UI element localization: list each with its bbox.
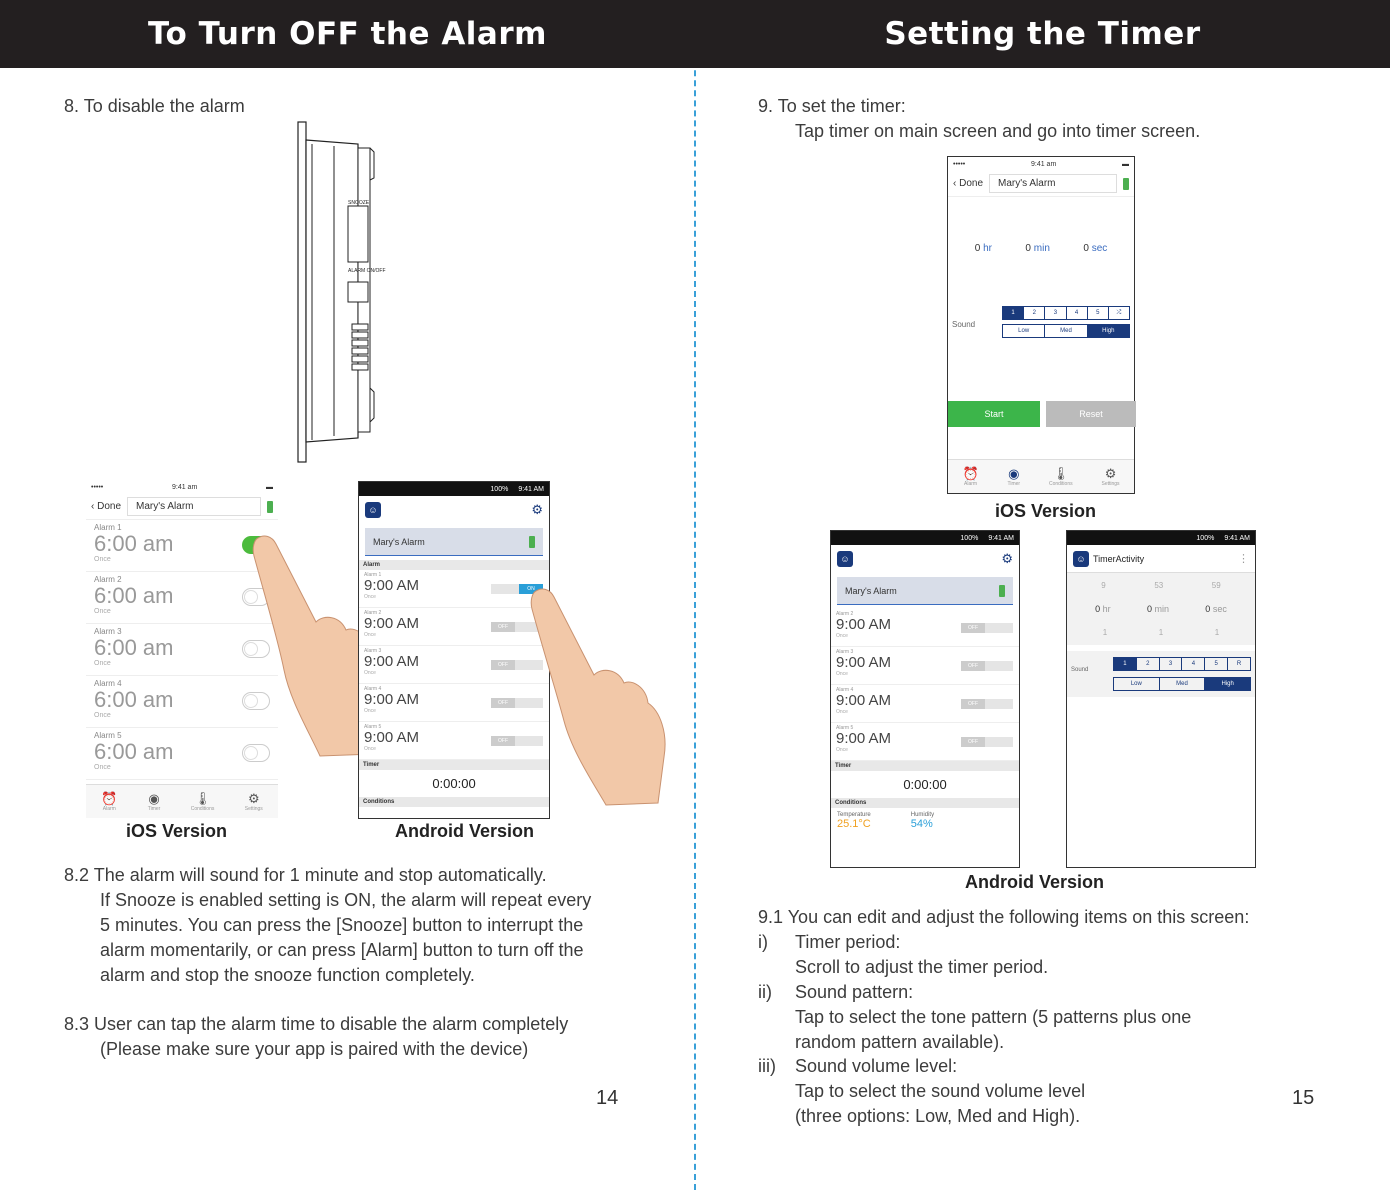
pattern-option[interactable]: 4	[1182, 658, 1205, 670]
sound-label: Sound	[1071, 667, 1089, 673]
overflow-menu-icon[interactable]: ⋮	[1238, 553, 1249, 565]
app-logo-icon: ☺	[365, 502, 381, 518]
alarm-label: Alarm 5	[836, 725, 854, 731]
alarm-label: Alarm 2	[364, 610, 382, 616]
section-timer: Timer	[359, 760, 549, 770]
device-battery-icon	[1123, 178, 1129, 190]
page-title-left: To Turn OFF the Alarm	[148, 16, 547, 52]
alarm-name-field[interactable]: Mary's Alarm	[989, 174, 1117, 193]
timer-icon: ◉	[1008, 465, 1020, 481]
battery-icon: ▬	[1122, 160, 1129, 168]
para-8-2-line5: alarm and stop the snooze function completely.	[100, 965, 475, 985]
alarm-time[interactable]: 9:00 AM	[364, 729, 420, 746]
timer-icon: ◉	[148, 790, 160, 806]
alarm-switch[interactable]	[961, 623, 1013, 633]
thermometer-icon: 🌡	[1052, 465, 1070, 481]
signal-icon: •••••	[953, 160, 966, 168]
item-2-desc-2: random pattern available).	[795, 1032, 1005, 1052]
picker-below: 1	[1102, 628, 1108, 637]
alarm-row[interactable]	[359, 570, 549, 608]
tab-label: Conditions	[190, 805, 215, 812]
app-bar	[359, 496, 549, 524]
switch-label: OFF	[491, 660, 515, 670]
nav-bar	[948, 171, 1134, 197]
alarm-label: Alarm 3	[836, 649, 854, 655]
pattern-option[interactable]: 2	[1024, 307, 1045, 319]
pattern-option[interactable]: 4	[1067, 307, 1088, 319]
tab-label: Timer	[1007, 480, 1021, 487]
status-bar	[86, 480, 278, 494]
status-time: 9:41 AM	[988, 534, 1014, 542]
volume-option[interactable]: High	[1205, 678, 1250, 690]
android-caption-right: Android Version	[965, 872, 1105, 892]
item-3-title: Sound volume level:	[795, 1056, 958, 1076]
hours-unit: hr	[1102, 604, 1111, 614]
hours-unit: hr	[983, 243, 992, 254]
para-8-2-line3: 5 minutes. You can press the [Snooze] button to interrupt the	[100, 915, 584, 935]
status-battery: 100%	[960, 534, 979, 542]
header-right	[695, 0, 1390, 68]
switch-label: OFF	[491, 622, 515, 632]
volume-option[interactable]: Med	[1045, 325, 1087, 337]
sound-controls	[1067, 651, 1255, 697]
tab-label: Timer	[147, 805, 161, 812]
seconds-unit: sec	[1212, 604, 1227, 614]
humidity-value: 54%	[910, 818, 933, 830]
alarm-time[interactable]: 6:00 am	[94, 583, 174, 608]
alarm-name-field[interactable]	[837, 577, 1013, 605]
done-label: Done	[959, 178, 984, 189]
alarm-row[interactable]	[359, 646, 549, 684]
alarm-time[interactable]: 6:00 am	[94, 687, 174, 712]
alarm-time[interactable]: 9:00 AM	[836, 654, 892, 671]
section-timer: Timer	[831, 761, 1019, 771]
alarm-repeat: Once	[364, 594, 376, 600]
alarm-time[interactable]: 6:00 am	[94, 635, 174, 660]
switch-label: ON	[519, 584, 543, 594]
page-number-right: 15	[1292, 1087, 1315, 1109]
seconds-value: 0	[1083, 243, 1089, 254]
item-1-desc: Scroll to adjust the timer period.	[795, 957, 1049, 977]
tab-alarm[interactable]	[101, 792, 117, 812]
device-battery-icon	[529, 536, 535, 548]
pattern-option[interactable]: 5	[1088, 307, 1109, 319]
alarm-time[interactable]: 9:00 AM	[364, 653, 420, 670]
alarm-repeat: Once	[94, 660, 111, 667]
alarm-time[interactable]: 9:00 AM	[364, 615, 420, 632]
status-time: 9:41 am	[1030, 160, 1057, 168]
para-8-2-line4: alarm momentarily, or can press [Alarm] button to turn off the	[100, 940, 584, 960]
alarm-row[interactable]	[831, 647, 1019, 685]
tab-label: Settings	[244, 805, 263, 812]
item-1-num: i)	[758, 932, 768, 952]
switch-label: OFF	[961, 699, 985, 709]
alarm-label: Alarm 5	[364, 724, 382, 730]
alarm-row[interactable]	[359, 608, 549, 646]
step-8: 8. To disable the alarm	[64, 96, 245, 116]
alarm-repeat: Once	[94, 608, 111, 615]
alarm-repeat: Once	[364, 670, 376, 676]
tab-settings[interactable]	[245, 792, 263, 812]
alarm-name-text: Mary's Alarm	[373, 536, 425, 547]
sound-label: Sound	[952, 320, 976, 329]
alarm-name-text: Mary's Alarm	[845, 585, 897, 596]
picker-above: 9	[1101, 581, 1106, 590]
tab-bar	[948, 459, 1134, 493]
alarm-name-field[interactable]	[365, 528, 543, 556]
humidity-label: Humidity	[910, 812, 935, 818]
gear-icon[interactable]: ⚙	[531, 502, 543, 517]
para-8-2-line2: If Snooze is enabled setting is ON, the alarm will repeat every	[100, 890, 592, 910]
nav-bar	[86, 494, 278, 520]
tab-bar	[86, 784, 278, 818]
page-right	[695, 0, 1390, 1190]
minutes-unit: min	[1154, 604, 1170, 614]
ios-caption-right: iOS Version	[995, 501, 1097, 521]
para-8-2-line1: 8.2 The alarm will sound for 1 minute and stop automatically.	[64, 865, 547, 885]
section-conditions: Conditions	[359, 797, 549, 807]
item-3-desc-2: (three options: Low, Med and High).	[795, 1106, 1081, 1126]
tab-label: Alarm	[964, 480, 978, 487]
alarm-repeat: Once	[836, 671, 848, 677]
pattern-option[interactable]: 1	[1003, 307, 1024, 319]
alarm-label: Alarm 1	[94, 523, 122, 532]
tab-settings[interactable]	[1101, 467, 1119, 487]
switch-label: OFF	[961, 661, 985, 671]
alarm-label: Alarm 5	[94, 731, 122, 740]
ios-caption-left: iOS Version	[126, 821, 228, 841]
header-left	[0, 0, 695, 68]
alarm-repeat: Once	[836, 709, 848, 715]
status-battery: 100%	[1196, 534, 1215, 542]
alarm-repeat: Once	[364, 708, 376, 714]
alarm-label: Alarm 4	[836, 687, 854, 693]
snooze-label: SNOOZE	[348, 200, 370, 206]
alarm-repeat: Once	[94, 556, 111, 563]
switch-label: OFF	[961, 623, 985, 633]
picker-above: 53	[1154, 581, 1164, 590]
alarm-label: Alarm 3	[364, 648, 382, 654]
status-time: 9:41 AM	[518, 485, 544, 493]
picker-below: 1	[1158, 628, 1164, 637]
signal-icon: •••••	[91, 483, 104, 491]
app-logo-icon: ☺	[837, 551, 853, 567]
start-button[interactable]: Start	[948, 401, 1040, 427]
item-3-num: iii)	[758, 1056, 776, 1076]
app-bar	[1067, 545, 1255, 573]
status-battery: 100%	[490, 485, 509, 493]
status-time: 9:41 am	[171, 483, 198, 491]
alarm-row[interactable]	[359, 684, 549, 722]
page-number-left: 14	[596, 1087, 619, 1109]
item-2-title: Sound pattern:	[795, 982, 914, 1002]
switch-label: OFF	[491, 698, 515, 708]
para-8-3-line2: (Please make sure your app is paired with the device)	[100, 1039, 529, 1059]
tab-label: Settings	[1101, 480, 1120, 487]
section-alarm: Alarm	[359, 560, 549, 570]
tab-conditions[interactable]	[1049, 467, 1073, 487]
alarm-row[interactable]	[831, 685, 1019, 723]
tab-conditions[interactable]	[191, 792, 215, 812]
item-3-desc-1: Tap to select the sound volume level	[795, 1081, 1086, 1101]
ios-timer-screen	[947, 156, 1135, 494]
status-bar	[359, 482, 549, 496]
android-alarm-screen	[358, 481, 550, 819]
alarm-row[interactable]	[359, 722, 549, 760]
pattern-option[interactable]: 3	[1045, 307, 1066, 319]
alarm-time[interactable]: 9:00 AM	[364, 691, 420, 708]
thermometer-icon: 🌡	[194, 790, 211, 806]
pattern-option[interactable]: 2	[1137, 658, 1160, 670]
temperature-value: 25.1°C	[837, 818, 871, 830]
minutes-unit: min	[1033, 243, 1050, 254]
device-side-illustration	[290, 118, 386, 466]
tab-alarm[interactable]	[962, 467, 978, 487]
minutes-value: 0	[1146, 604, 1152, 614]
gear-icon[interactable]: ⚙	[1001, 551, 1013, 566]
pattern-option[interactable]: R	[1236, 661, 1242, 667]
pointing-hand-illustration	[528, 585, 670, 807]
tab-label: Alarm	[102, 805, 116, 812]
seconds-unit: sec	[1091, 243, 1108, 254]
alarm-time[interactable]: 6:00 am	[94, 739, 174, 764]
pattern-option[interactable]: 3	[1160, 658, 1183, 670]
hours-value: 0	[1095, 604, 1101, 614]
status-bar	[1067, 531, 1255, 545]
step-9-line1: 9. To set the timer:	[758, 96, 906, 116]
alarm-name-field[interactable]: Mary's Alarm	[127, 497, 261, 516]
alarm-repeat: Once	[836, 747, 848, 753]
picker-below: 1	[1214, 628, 1220, 637]
pattern-selector[interactable]	[1002, 306, 1130, 320]
alarm-time[interactable]: 9:00 AM	[836, 730, 892, 747]
hours-value: 0	[974, 243, 981, 254]
device-battery-icon	[267, 501, 273, 513]
sound-controls	[948, 306, 1134, 338]
done-button[interactable]: ‹ Done	[953, 178, 984, 189]
alarm-switch[interactable]	[961, 737, 1013, 747]
alarm-repeat: Once	[364, 632, 376, 638]
section-conditions: Conditions	[831, 798, 1019, 808]
status-bar	[948, 157, 1134, 171]
seconds-value: 0	[1205, 604, 1211, 614]
alarm-label: ALARM ON/OFF	[348, 268, 386, 274]
item-2-num: ii)	[758, 982, 772, 1002]
alarm-repeat: Once	[94, 712, 111, 719]
alarm-label: Alarm 4	[364, 686, 382, 692]
conditions-row[interactable]	[831, 808, 1019, 834]
app-bar	[831, 545, 1019, 573]
item-2-desc-1: Tap to select the tone pattern (5 patterns plus one	[795, 1007, 1192, 1027]
picker-above: 59	[1211, 581, 1221, 590]
pattern-option[interactable]: 1	[1114, 658, 1137, 670]
para-9-1: 9.1 You can edit and adjust the following items on this screen:	[758, 907, 1250, 927]
battery-icon: ▬	[266, 483, 273, 491]
status-bar	[831, 531, 1019, 545]
pattern-selector[interactable]	[1113, 657, 1251, 671]
activity-title: TimerActivity	[1093, 553, 1145, 564]
android-main-screen	[830, 530, 1020, 868]
alarm-row[interactable]	[831, 723, 1019, 761]
volume-option[interactable]: Low	[1003, 325, 1045, 337]
pattern-option[interactable]: 5	[1205, 658, 1228, 670]
temperature-label: Temperature	[837, 812, 871, 818]
status-time: 9:41 AM	[1224, 534, 1250, 542]
switch-label: OFF	[961, 737, 985, 747]
alarm-switch[interactable]	[961, 699, 1013, 709]
volume-selector[interactable]	[1002, 324, 1130, 338]
reset-button[interactable]: Reset	[1046, 401, 1136, 427]
alarm-clock-icon: ⏰	[962, 465, 979, 481]
timer-display[interactable]: 0:00:00	[903, 777, 947, 792]
timer-picker[interactable]	[1067, 573, 1255, 645]
app-logo-icon: ☺	[1073, 551, 1089, 567]
alarm-time[interactable]: 9:00 AM	[364, 577, 420, 594]
shuffle-icon[interactable]: ⤮	[1116, 310, 1122, 316]
alarm-time[interactable]: 9:00 AM	[836, 616, 892, 633]
volume-selector[interactable]	[1113, 677, 1251, 691]
volume-option[interactable]: Med	[1160, 678, 1206, 690]
item-1-title: Timer period:	[795, 932, 901, 952]
alarm-repeat: Once	[94, 764, 111, 771]
alarm-row[interactable]	[831, 609, 1019, 647]
step-9-line2: Tap timer on main screen and go into timer screen.	[795, 121, 1201, 141]
alarm-switch[interactable]	[961, 661, 1013, 671]
alarm-repeat: Once	[364, 746, 376, 752]
tab-timer[interactable]	[1008, 467, 1021, 487]
alarm-repeat: Once	[836, 633, 848, 639]
done-label: Done	[97, 501, 122, 512]
alarm-label: Alarm 2	[836, 611, 854, 617]
volume-option[interactable]: High	[1088, 325, 1129, 337]
switch-label: OFF	[491, 736, 515, 746]
android-caption-left: Android Version	[395, 821, 535, 841]
android-timer-screen	[1066, 530, 1256, 868]
alarm-time[interactable]: 6:00 am	[94, 531, 174, 556]
tab-label: Conditions	[1048, 480, 1073, 487]
alarm-time[interactable]: 9:00 AM	[836, 692, 892, 709]
device-battery-icon	[999, 585, 1005, 597]
alarm-label: Alarm 4	[94, 679, 122, 688]
page-title-right: Setting the Timer	[884, 16, 1201, 52]
volume-option[interactable]: Low	[1114, 678, 1160, 690]
timer-display[interactable]: 0:00:00	[432, 776, 476, 791]
alarm-label: Alarm 3	[94, 627, 122, 636]
alarm-label: Alarm 2	[94, 575, 122, 584]
gear-icon: ⚙	[247, 790, 260, 806]
gear-icon: ⚙	[1104, 465, 1117, 481]
alarm-label: Alarm 1	[364, 572, 382, 578]
minutes-value: 0	[1025, 243, 1031, 254]
done-button[interactable]: ‹ Done	[91, 501, 122, 512]
alarm-clock-icon: ⏰	[101, 790, 118, 806]
para-8-3-line1: 8.3 User can tap the alarm time to disable the alarm completely	[64, 1014, 569, 1034]
timer-picker[interactable]	[948, 243, 1134, 254]
tab-timer[interactable]	[148, 792, 161, 812]
